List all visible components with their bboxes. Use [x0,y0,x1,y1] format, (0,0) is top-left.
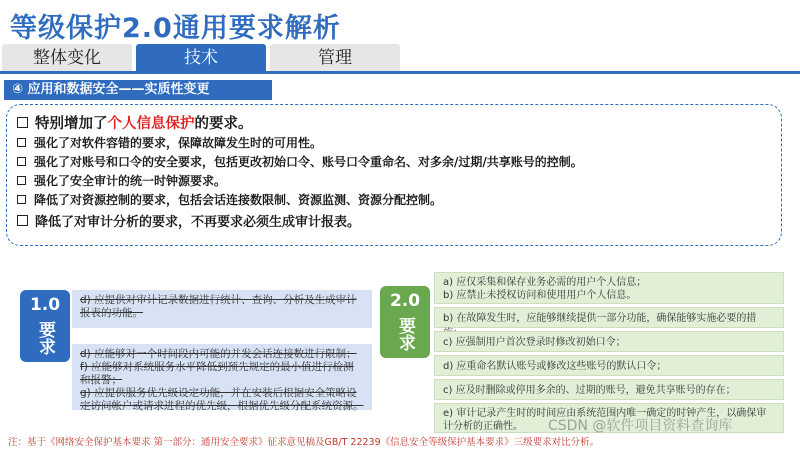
badge-number: 1.0 [29,295,61,315]
version-1-badge [20,290,70,362]
new-requirement-box: e) 审计记录产生时的时间应由系统范围内唯一确定的时钟产生，以确保审计分析的正确性。 [434,403,784,433]
new-requirement-box: d) 应重命名默认账号或修改这些账号的默认口令； [434,355,784,376]
change-item-text: 强化了对账号和口令的安全要求，包括更改初始口令、账号口令重命名、对多余/过期/共享账号的控制。 [34,155,583,169]
change-item [17,171,771,190]
watermark: CSDN @软件项目资料查询库 [548,418,733,434]
tab-bar [0,44,800,72]
tab-underline [0,71,800,74]
old-requirement-box: d) 应提供对审计记录数据进行统计、查询、分析及生成审计报表的功能。 [72,290,372,328]
checkbox-icon [17,138,26,147]
change-item-text: 强化了安全审计的统一时钟源要求。 [34,174,227,188]
checkbox-icon [17,157,26,166]
tab-overall-changes[interactable]: 整体变化 [2,44,132,72]
badge-text: 要求 [35,321,55,355]
change-item-text: 强化了对软件容错的要求，保障故障发生时的可用性。 [34,136,323,150]
section-heading: ④ 应用和数据安全——实质性变更 [4,80,272,100]
checkbox-icon [17,195,26,204]
checkbox-icon [17,215,28,226]
checkbox-icon [17,117,28,128]
headline-suffix: 的要求。 [194,115,253,132]
headline-bullet [17,111,771,133]
badge-text: 要求 [395,317,415,351]
new-requirement-box: b) 在故障发生时，应能够继续提供一部分功能，确保能够实施必要的措 [434,307,784,328]
new-requirement-box: c) 应及时删除或停用多余的、过期的账号，避免共享账号的存在； [434,379,784,400]
new-requirement-box: a) 应仅采集和保存业务必需的用户个人信息； b) 应禁止未授权访问和使用用户个人信息。 [434,272,784,304]
changes-summary-box [6,104,782,246]
headline-highlight: 个人信息保护 [107,115,195,132]
footnote: 注：基于《网络安全保护基本要求 第一部分：通用安全要求》征求意见稿及GB/T 22239《信息安全等级保护基本要求》三级要求对比分析。 [8,437,600,448]
page-title: 等级保护2.0通用要求解析 [10,13,341,44]
badge-number: 2.0 [389,291,421,311]
tab-technology[interactable]: 技术 [136,44,266,72]
change-item [17,133,771,152]
headline-prefix: 特别增加了 [35,115,108,132]
change-item-text: 降低了对审计分析的要求，不再要求必须生成审计报表。 [35,214,361,230]
tab-management[interactable]: 管理 [270,44,400,72]
version-2-badge [380,286,430,358]
change-item-text: 降低了对资源控制的要求，包括会话连接数限制、资源监测、资源分配控制。 [34,193,443,207]
old-requirement-box: d) 应能够对一个时间段内可能的并发会话连接数进行限制； f) 应能够对系统服务水平降低到预先规定的最小值进行检测和报警； g) 应提供服务优先级设定功能，并在安装后根据安全策略设定访问帐户或请求进程的优先级，根据优先级分配系统资源。 [72,344,372,410]
new-requirement-box: c) 应强制用户首次登录时修改初始口令； [434,331,784,352]
change-item [17,152,771,171]
change-item [17,190,771,209]
last-change-item [17,209,771,231]
checkbox-icon [17,176,26,185]
